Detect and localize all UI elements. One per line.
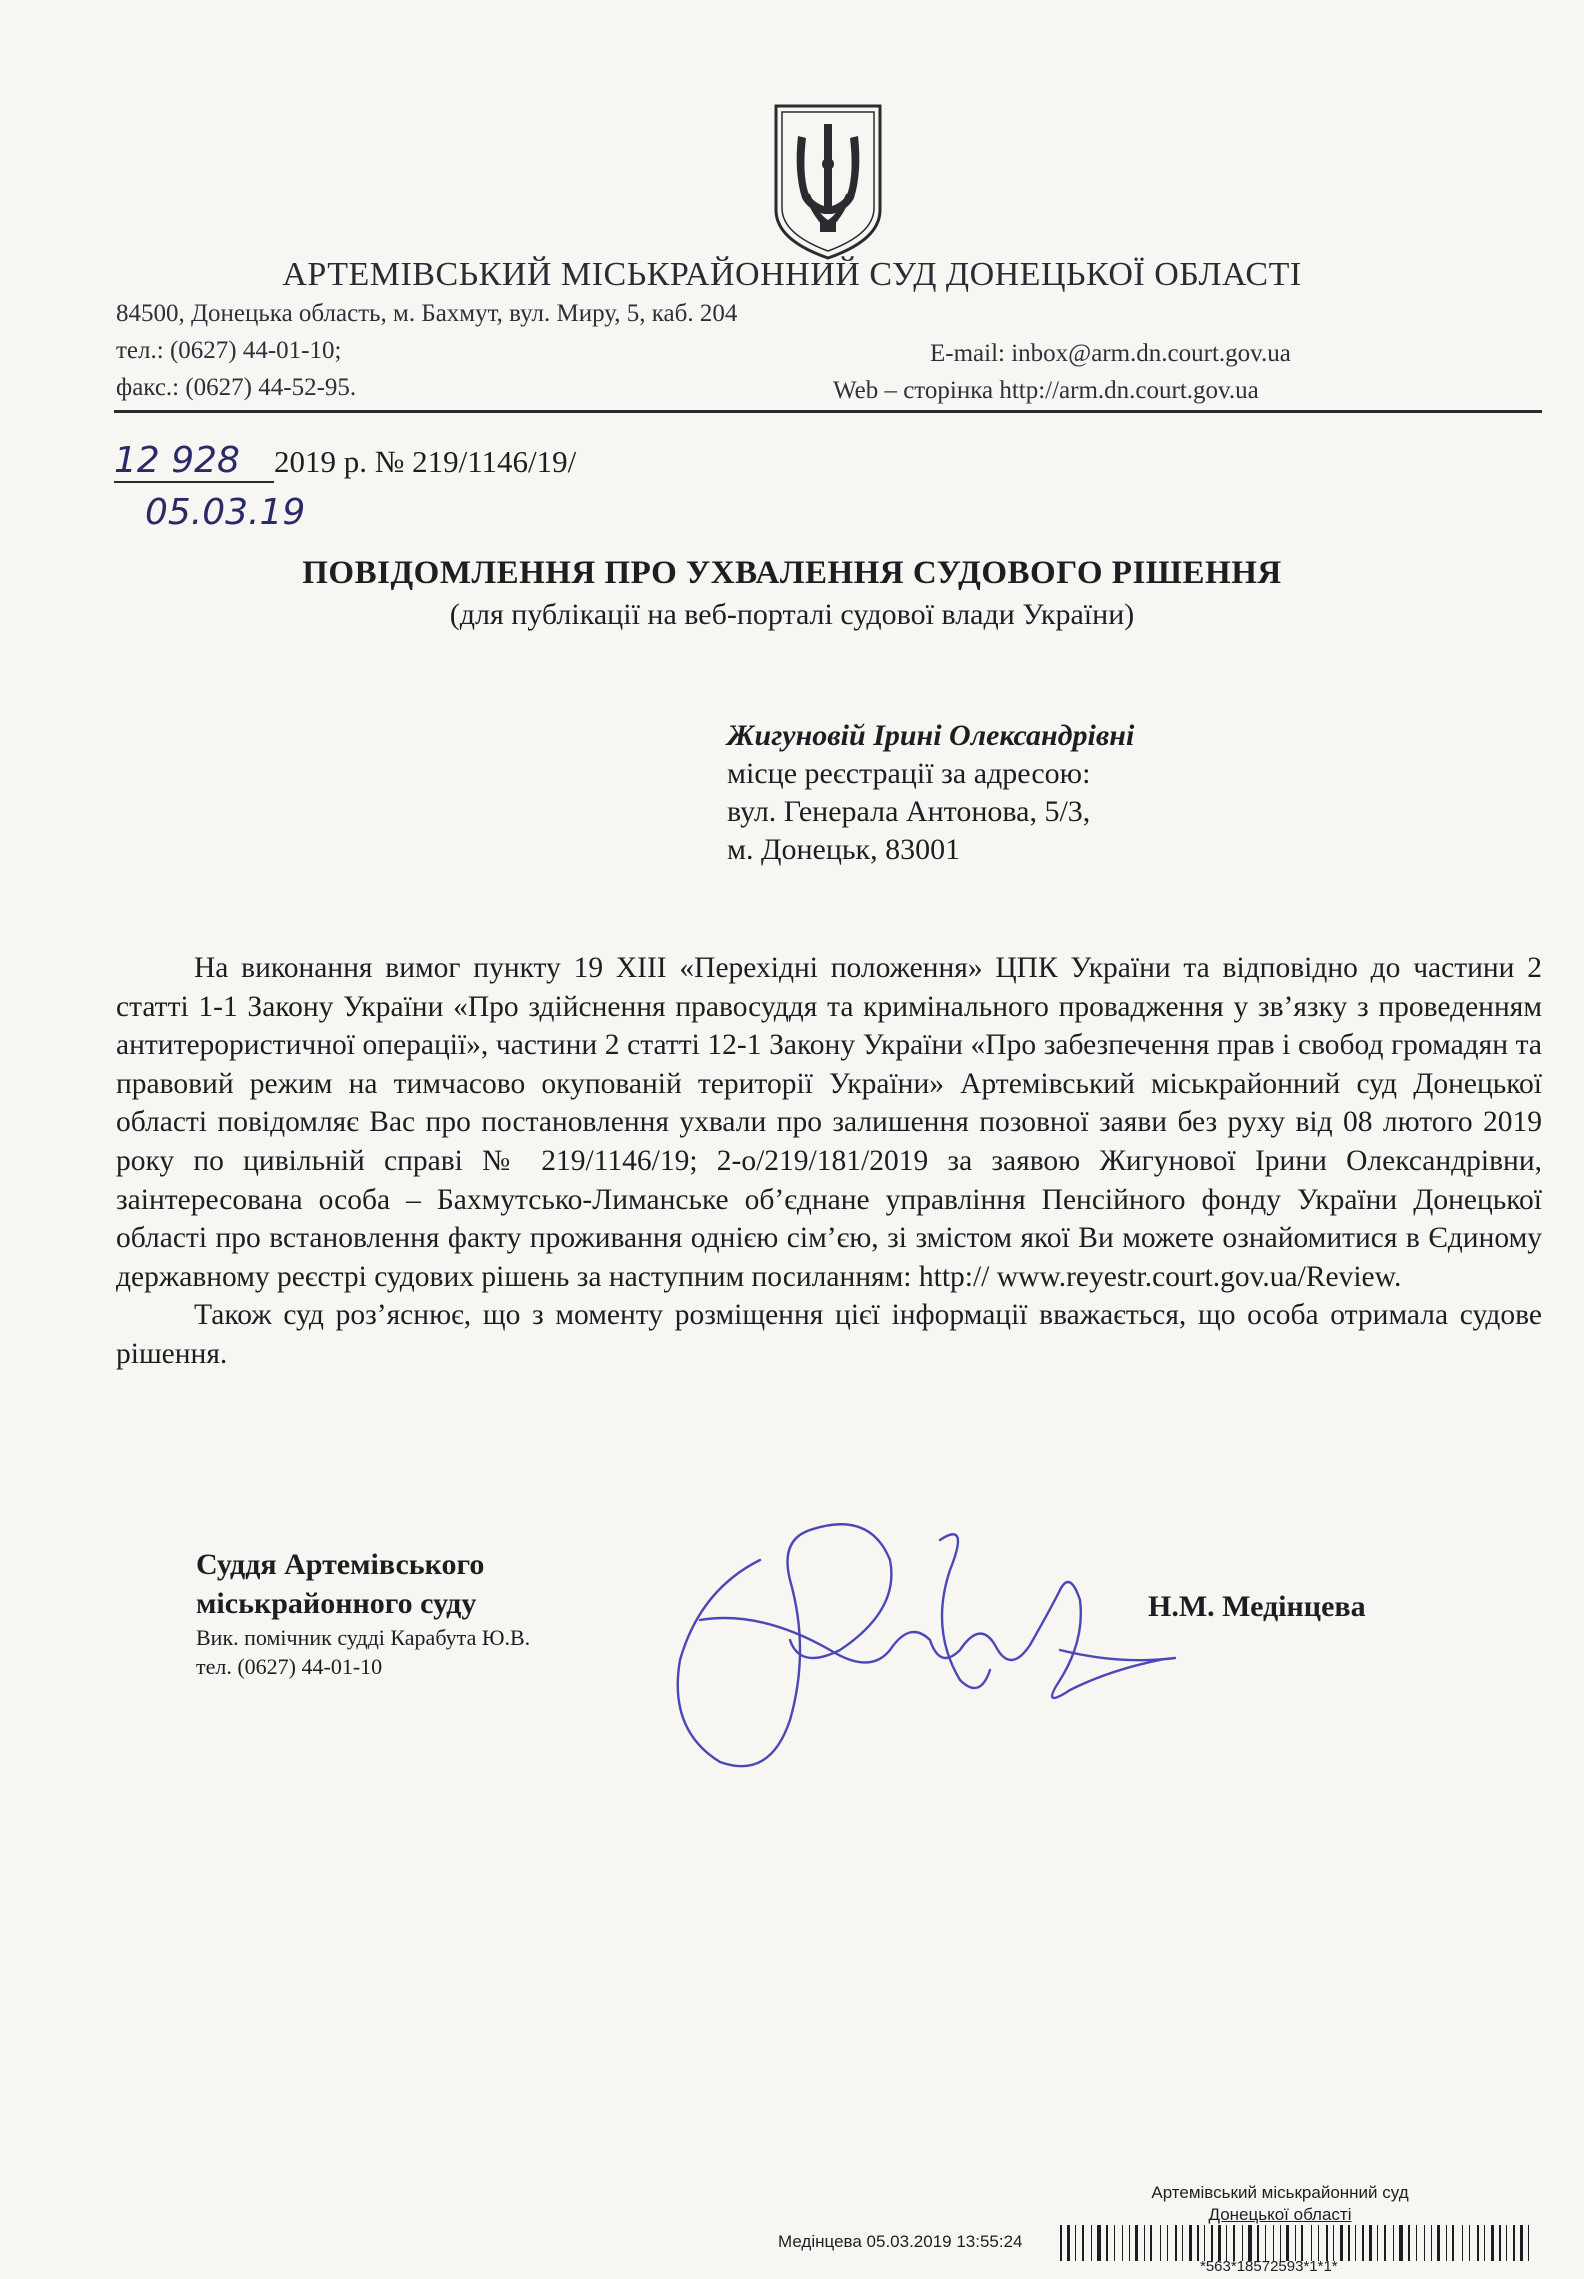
barcode-bar bbox=[1491, 2225, 1494, 2261]
barcode-bar bbox=[1233, 2225, 1235, 2261]
barcode-bar bbox=[1097, 2225, 1101, 2261]
barcode-bar bbox=[1377, 2225, 1378, 2261]
barcode-bar bbox=[1416, 2225, 1417, 2261]
court-phone: тел.: (0627) 44-01-10; bbox=[116, 337, 342, 364]
barcode-bar bbox=[1129, 2225, 1130, 2261]
registration-date-number: 2019 р. № 219/1146/19/ bbox=[274, 444, 577, 479]
barcode-bar bbox=[1082, 2225, 1084, 2261]
barcode-bar bbox=[1273, 2225, 1274, 2261]
barcode-bar bbox=[1182, 2225, 1183, 2261]
barcode-bar bbox=[1280, 2225, 1281, 2261]
barcode-bar bbox=[1144, 2225, 1145, 2261]
barcode-bar bbox=[1513, 2225, 1515, 2261]
assistant-name: Вик. помічник судді Карабута Ю.В. bbox=[196, 1625, 531, 1650]
barcode-bar bbox=[1311, 2225, 1312, 2261]
barcode-bar bbox=[1286, 2225, 1289, 2261]
barcode-bar bbox=[1075, 2225, 1076, 2261]
barcode-bar bbox=[1499, 2225, 1501, 2261]
recipient-address-line1: місце реєстрації за адресою: bbox=[727, 757, 1091, 790]
judge-title-line1: Суддя Артемівського bbox=[196, 1548, 485, 1581]
barcode-bar bbox=[1106, 2225, 1108, 2261]
barcode-bar bbox=[1226, 2225, 1227, 2261]
judge-title-line2: міськрайонного суду bbox=[196, 1587, 477, 1620]
coat-of-arms-emblem bbox=[768, 102, 888, 262]
outgoing-number-handwritten: 12 928 bbox=[114, 440, 274, 483]
document-title: ПОВІДОМЛЕННЯ ПРО УХВАЛЕННЯ СУДОВОГО РІШЕННЯ bbox=[302, 555, 1282, 591]
barcode-bar bbox=[1211, 2225, 1213, 2261]
stamp-line1: Артемівський міськрайонний суд bbox=[1151, 2183, 1409, 2202]
judge-title bbox=[196, 1545, 484, 1623]
notice-body bbox=[116, 949, 1542, 1374]
barcode-bar bbox=[1122, 2225, 1123, 2261]
barcode-bar bbox=[1340, 2225, 1343, 2261]
barcode-bar bbox=[1408, 2225, 1410, 2261]
barcode-bar bbox=[1520, 2225, 1523, 2261]
barcode-bar bbox=[1248, 2225, 1252, 2261]
barcode-bar bbox=[1362, 2225, 1364, 2261]
barcode-bar bbox=[1384, 2225, 1386, 2261]
body-paragraph-1: На виконання вимог пункту 19 ХІІІ «Перехідні положення» ЦПК України та відповідно до частини 2 статті 1-1 Закону України «Про здійснення правосуддя та кримінального провадження у зв’язку з проведенням антитерористичної операції», частини 2 статті 12-1 Закону України «Про забезпечення прав і свобод громадян та правовий режим на тимчасово окупованій території України» Артемівський міськрайонний суд Донецької області повідомляє Вас про постановлення ухвали про залишення позовної заяви без руху від 08 лютого 2019 року по цивільній справі № 219/1146/19; 2-о/219/181/2019 за заявою Жигунової Ірини Олександрівни, заінтересована особа – Бахмутсько-Лиманське об’єднане управління Пенсійного фонду України Донецької області про встановлення факту проживання однією сім’єю, зі змістом якої Ви можете ознайомитися в Єдиному державному реєстрі судових рішень за наступним посиланням: http:// www.reyestr.court.gov.ua/Review. bbox=[116, 952, 1542, 1293]
stamp-line2: Донецької області bbox=[1208, 2205, 1352, 2224]
registration-line bbox=[114, 440, 576, 483]
court-web: Web – сторінка http://arm.dn.court.gov.ua bbox=[833, 377, 1259, 404]
barcode-bar bbox=[1399, 2225, 1403, 2261]
barcode-bar bbox=[1189, 2225, 1192, 2261]
barcode-bar bbox=[1528, 2225, 1529, 2261]
court-name: АРТЕМІВСЬКИЙ МІСЬКРАЙОННИЙ СУД ДОНЕЦЬКОЇ ОБЛАСТІ bbox=[282, 256, 1302, 293]
handwritten-signature bbox=[640, 1500, 1180, 1790]
recipient-address-line2: вул. Генерала Антонова, 5/3, bbox=[727, 795, 1091, 828]
barcode-bar bbox=[1218, 2225, 1221, 2261]
barcode-bar bbox=[1257, 2225, 1259, 2261]
barcode-bar bbox=[1446, 2225, 1447, 2261]
barcode-bar bbox=[1424, 2225, 1425, 2261]
barcode-bar bbox=[1135, 2225, 1138, 2261]
barcode-bar bbox=[1452, 2225, 1454, 2261]
barcode-bar bbox=[1393, 2225, 1394, 2261]
court-address: 84500, Донецька область, м. Бахмут, вул. Миру, 5, каб. 204 bbox=[116, 300, 738, 327]
recipient-address-line3: м. Донецьк, 83001 bbox=[727, 833, 961, 866]
barcode-bar bbox=[1326, 2225, 1328, 2261]
barcode-bar bbox=[1265, 2225, 1266, 2261]
barcode-bar bbox=[1437, 2225, 1440, 2261]
barcode-bar bbox=[1333, 2225, 1334, 2261]
barcode bbox=[1060, 2225, 1540, 2261]
barcode-bar bbox=[1355, 2225, 1356, 2261]
judge-name: Н.М. Медінцева bbox=[1148, 1590, 1366, 1623]
handwritten-date: 05.03.19 bbox=[145, 492, 306, 533]
barcode-bar bbox=[1091, 2225, 1092, 2261]
barcode-bar bbox=[1242, 2225, 1243, 2261]
barcode-bar bbox=[1295, 2225, 1296, 2261]
barcode-bar bbox=[1431, 2225, 1432, 2261]
court-fax: факс.: (0627) 44-52-95. bbox=[116, 374, 357, 401]
barcode-bar bbox=[1318, 2225, 1319, 2261]
court-stamp bbox=[1120, 2182, 1440, 2226]
stamp-timestamp: Медінцева 05.03.2019 13:55:24 bbox=[778, 2232, 1023, 2251]
recipient-name: Жигуновій Ірині Олександрівні bbox=[727, 719, 1135, 752]
barcode-bar bbox=[1150, 2225, 1152, 2261]
barcode-bar bbox=[1469, 2225, 1470, 2261]
barcode-number: *563*18572593*1*1* bbox=[1200, 2258, 1338, 2275]
assistant-info bbox=[196, 1623, 530, 1681]
header-divider bbox=[114, 410, 1542, 413]
barcode-bar bbox=[1160, 2225, 1161, 2261]
body-paragraph-2: Також суд роз’яснює, що з моменту розміщення цієї інформації вважається, що особа отримала судове рішення. bbox=[116, 1299, 1542, 1370]
barcode-bar bbox=[1348, 2225, 1350, 2261]
barcode-bar bbox=[1301, 2225, 1303, 2261]
document-subtitle: (для публікації на веб-порталі судової влади України) bbox=[449, 598, 1135, 631]
barcode-bar bbox=[1462, 2225, 1463, 2261]
barcode-bar bbox=[1067, 2225, 1070, 2261]
barcode-bar bbox=[1114, 2225, 1115, 2261]
barcode-bar bbox=[1506, 2225, 1507, 2261]
barcode-bar bbox=[1197, 2225, 1199, 2261]
recipient-block bbox=[727, 717, 1134, 869]
barcode-bar bbox=[1204, 2225, 1205, 2261]
assistant-phone: тел. (0627) 44-01-10 bbox=[196, 1654, 383, 1679]
barcode-bar bbox=[1175, 2225, 1177, 2261]
barcode-bar bbox=[1477, 2225, 1479, 2261]
court-email: E-mail: inbox@arm.dn.court.gov.ua bbox=[930, 340, 1291, 367]
barcode-bar bbox=[1167, 2225, 1168, 2261]
barcode-bar bbox=[1369, 2225, 1372, 2261]
barcode-bar bbox=[1484, 2225, 1485, 2261]
barcode-bar bbox=[1060, 2225, 1062, 2261]
